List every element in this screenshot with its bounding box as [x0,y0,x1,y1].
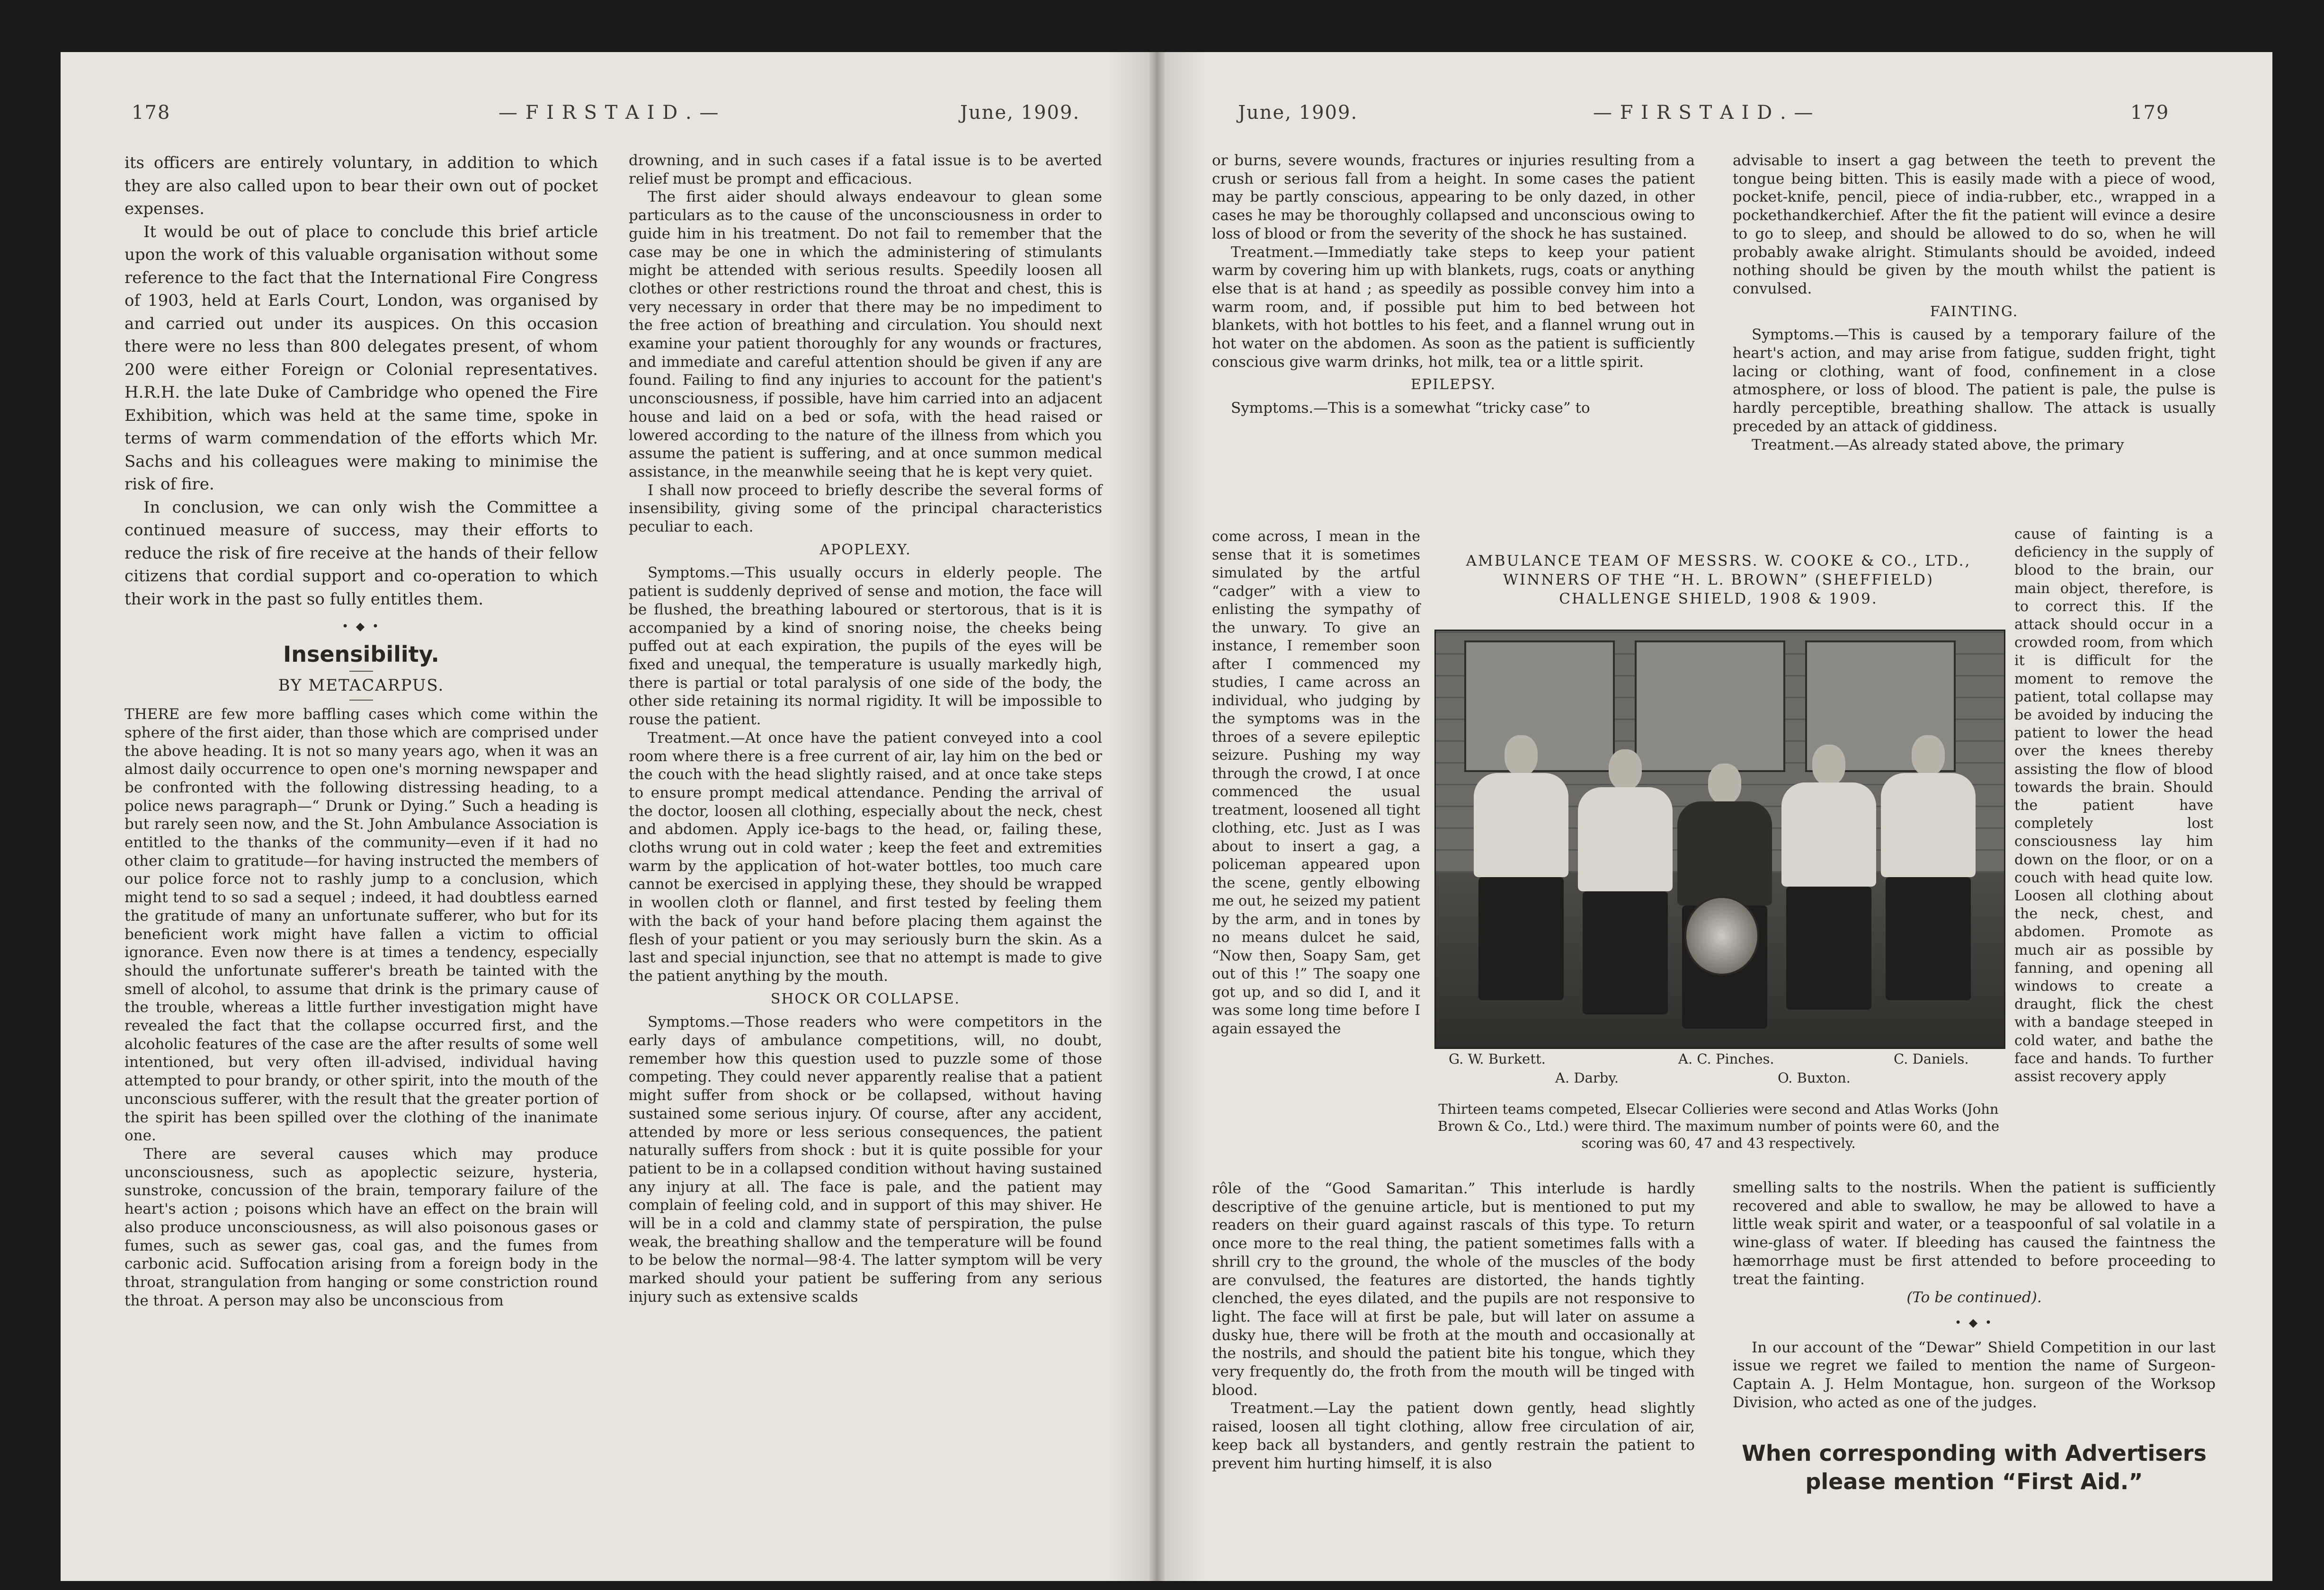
section-divider: • ◆ • [1954,1315,1994,1329]
paragraph: or burns, severe wounds, fractures or injuries resulting from a crush or serious fall from a height. In some cases the patient may be partly conscious, appearing to be only dazed, in other cases he may be thoroughly collapsed and unconscious owing to loss of blood or from the severity of the shock he has sustained. [1212,152,1695,242]
running-title: — F I R S T A I D . — [1593,102,1814,124]
section-divider: • ◆ • [341,620,381,633]
photo-note [1427,1101,2010,1152]
paragraph: come across, I mean in the sense that it is sometimes simulated by the artful “cadger” with a view to enlisting the sympathy of the unwary. To give an instance, I remember soon after I commenced my studies, I came across an individual, who judging by the symptoms was in the throes of a severe epileptic seizure. Pushing my way through the crowd, I at once commenced the usual treatment, loosened all tight clothing, etc. Just as I was about to insert a gag, a policeman appeared upon the scene, gently elbowing me out, he seized my patient by the arm, and in tones by no means dulcet he said, “Now then, Soapy Sam, get out of this !” The soapy one got up, and so did I, and it was some long time before I again essayed the [1212,528,1420,1037]
paragraph: I shall now proceed to briefly describe the several forms of insensibility, giving some of the principal characteristics peculiar to each. [629,481,1102,536]
paragraph: Treatment.—Lay the patient down gently, head slightly raised, loosen all tight clothing, allow free circulation of air, keep back all bystanders, and gently restrain the patient to prevent him hurting himself, it is also [1212,1400,1695,1472]
section-heading-epilepsy: EPILEPSY. [1411,376,1496,393]
paragraph: cause of fainting is a deficiency in the supply of blood to the brain, our main object, therefore, is to correct this. If the attack should occur in a crowded room, from which it is difficult for the moment to remove the patient, total collapse may be avoided by inducing the patient to lower the head over the knees thereby assisting the flow of blood towards the brain. Should the patient have completely lost consciousness lay him down on the floor, or on a couch with head quite low. Loosen all clothing about the neck, chest, and abdomen. Promote as much air as possible by fanning, and opening all windows to create a draught, flick the chest with a bandage steeped in cold water, and bathe the face and hands. To further assist recovery apply [2014,526,2213,1085]
name-label: O. Buxton. [1778,1070,1851,1086]
paragraph: drowning, and in such cases if a fatal issue is to be averted relief must be prompt and efficacious. [629,152,1102,187]
right-column-2-top [1733,151,2216,454]
paragraph: smelling salts to the nostrils. When the patient is sufficiently recovered and able to swallow, he may be allowed to have a little weak spirit and water, or a teaspoonful of sal volatile in a wine-glass of water. If bleeding has caused the faintness the hæmorrhage must be first attended to before proceeding to treat the fainting. [1733,1179,2216,1288]
narrow-column-left [1212,528,1420,1038]
page-number: 179 [2130,102,2170,124]
section-heading-apoplexy: APOPLEXY. [819,541,911,558]
right-column-1-bottom [1212,1180,1695,1473]
paragraph: There are several causes which may produce unconsciousness, such as apoplectic seizure, hysteria, sunstroke, concussion of the brain, temporary failure of the heart's action ; poisons which have an effect on the brain will also produce unconsciousness, as will also poisonous gases or fumes, such as sewer gas, coal gas, and the fumes from carbonic acid. Suffocation arising from a foreign body in the throat, strangulation from hanging or some constriction round the throat. A person may also be unconscious from [125,1145,598,1309]
right-page [1165,52,2272,1581]
page-number: 178 [132,102,171,124]
left-page [61,52,1149,1581]
paragraph: Symptoms.—This usually occurs in elderly people. The patient is suddenly deprived of sense and motion, the face will be flushed, the breathing laboured or stertorous, that is it is accompanied by a kind of snoring noise, the cheeks being puffed out at each expiration, the pupils of the eyes will be fixed and unequal, the temperature is usually markedly high, there is partial or total paralysis of one side of the body, the other side retaining its normal rigidity. It will be impossible to rouse the patient. [629,564,1102,728]
name-label: G. W. Burkett. [1449,1051,1546,1067]
paragraph: advisable to insert a gag between the teeth to prevent the tongue being bitten. This is easily made with a piece of wood, pocket-knife, pencil, piece of india-rubber, etc., wrapped in a pockethandkerchief. After the fit the patient will evince a desire to go to sleep, and should be allowed to do so, when he will probably awake alright. Stimulants should be avoided, indeed nothing should be given by the mouth whilst the patient is convulsed. [1733,152,2216,297]
book-gutter [1149,52,1165,1581]
section-heading-fainting: FAINTING. [1930,303,2019,320]
paragraph: THERE are few more baffling cases which come within the sphere of the first aider, than those which are comprised under the above heading. It is not so many years ago, when it was an almost daily occurrence to open one's morning newspaper and be confronted with the following distressing heading, to a police news paragraph—“ Drunk or Dying.” Such a heading is but rarely seen now, and the St. John Ambulance Association is entitled to the thanks of the community—even if it had no other claim to gratitude—for having instructed the members of our police force not to rashly jump to a conclusion, which might tend to so sad a sequel ; indeed, it had doubtless earned the gratitude of many an unfortunate sufferer, who but for its beneficient work might have fallen a victim to official ignorance. Even now there is at times a tendency, especially should the unfortunate sufferer's breath be tainted with the smell of alcohol, to assume that drink is the primary cause of the trouble, whereas a little further investigation might have revealed the fact that the collapse occurred first, and the alcoholic features of the case are the after results of some well intentioned, but very often ill-advised, individual having attempted to pour brandy, or other spirit, into the mouth of the unconscious sufferer, with the result that the greater portion of the spirit has been spilled over the clothing of the inanimate one. [125,706,598,1145]
notice-line: When corresponding with Advertisers [1742,1440,2207,1466]
paragraph: Symptoms.—Those readers who were competitors in the early days of ambulance competitions, will, no doubt, remember how this question used to puzzle some of those competing. They could never apparently realise that a patient might suffer from shock or be collapsed, without having sustained some serious injury. Of course, after any accident, attended by more or less serious consequences, the patient naturally suffers from shock : but it is quite possible for your patient to be in a collapsed condition without having sustained any injury at all. The face is pale, and the patient may complain of feeling cold, and in support of this may shiver. He will be in a cold and clammy state of perspiration, the pulse weak, the breathing shallow and the temperature will be found to be below the normal—98·4. The latter symptom will be very marked should your patient be suffering from any serious injury such as extensive scalds [629,1013,1102,1306]
right-column-1-top [1212,151,1695,417]
section-heading-shock: SHOCK OR COLLAPSE. [770,990,961,1007]
paragraph: Symptoms.—This is a somewhat “tricky case” to [1231,400,1590,417]
paragraph: rôle of the “Good Samaritan.” This interlude is hardly descriptive of the genuine article, but is mentioned to put my readers on their guard against rascals of this type. To return once more to the real thing, the patient sometimes falls with a shrill cry to the ground, the whole of the muscles of the body are convulsed, the features are distorted, the hands tightly clenched, the eyes dilated, and the pupils are not responsive to light. The face will at first be pale, but will later on assume a dusky hue, there will be froth at the mouth and occasionally at the nostrils, and should the patient bite his tongue, which they very frequently do, the froth from the mouth will be tinged with blood. [1212,1180,1695,1399]
challenge-shield [1684,896,1759,976]
to-be-continued: (To be continued). [1906,1289,2042,1306]
rule [349,671,373,672]
caption-line: WINNERS OF THE “H. L. BROWN” (SHEFFIELD) [1503,571,1934,588]
team-photograph [1434,630,2005,1049]
paragraph: In conclusion, we can only wish the Committee a continued measure of success, may their efforts to reduce the risk of fire receive at the hands of their fellow citizens that cordial support and co-operation to which their work in the past so fully entitles them. [125,497,598,609]
paragraph: its officers are entirely voluntary, in addition to which they are also called upon to bear their own out of pocket expenses. [125,153,598,218]
left-column-1 [125,151,598,1310]
name-label: C. Daniels. [1894,1051,1969,1067]
advertisers-notice [1728,1439,2220,1496]
right-column-2-bottom [1733,1179,2216,1412]
paragraph: The first aider should always endeavour to glean some particulars as to the cause of the unconsciousness in order to guide him in his treatment. Do not fail to remember that the case may be one in which the administering of stimulants might be attended with serious results. Speedily loosen all clothes or other restrictions round the throat and chest, this is very necessary in order that there may be no impediment to the free action of breathing and circulation. You should next examine your patient thoroughly for any wounds or fractures, and immediate and careful attention should be given if any are found. Failing to find any injuries to account for the patient's unconsciousness, if possible, have him carried into an adjacent house and laid on a bed or sofa, with the head raised or lowered according to the nature of the illness from which you assume the patient is suffering, and at once summon medical assistance, in the meanwhile seeing that he is kept very quiet. [629,188,1102,480]
paragraph: In our account of the “Dewar” Shield Competition in our last issue we regret we failed to mention the name of Surgeon-Captain A. J. Helm Montague, hon. surgeon of the Worksop Division, who acted as one of the judges. [1733,1339,2216,1411]
name-label: A. C. Pinches. [1678,1051,1774,1067]
paragraph: Treatment.—As already stated above, the primary [1752,436,2124,453]
name-label: A. Darby. [1555,1070,1619,1086]
running-title: — F I R S T A I D . — [499,102,720,124]
issue-date: June, 1909. [960,102,1080,124]
caption-line: CHALLENGE SHIELD, 1908 & 1909. [1559,590,1878,607]
paragraph: Treatment.—Immediatly take steps to keep your patient warm by covering him up with blankets, rugs, coats or anything else that is at hand ; as speedily as possible convey him into a warm room, and, if possible put him to bed between hot blankets, with hot bottles to his feet, and a flannel wrung out in hot water on the abdomen. As soon as the patient is sufficiently conscious give warm drinks, hot milk, tea or a little spirit. [1212,243,1695,371]
caption-line: AMBULANCE TEAM OF MESSRS. W. COOKE & CO., LTD., [1466,552,1971,569]
notice-line: please mention “First Aid.” [1805,1469,2143,1494]
rule [349,700,373,701]
left-column-2 [629,151,1102,1306]
photo-note-text: Thirteen teams competed, Elsecar Collieries were second and Atlas Works (John Brown & Co., Ltd.) were third. The maximum number of points were 60, and the scoring was 60, 47 and 43 respectively. [1437,1101,2000,1151]
narrow-column-right [2014,525,2213,1086]
paragraph: Treatment.—At once have the patient conveyed into a cool room where there is a free current of air, lay him on the bed or the couch with the head slightly raised, and at once take steps to ensure prompt medical attendance. Pending the arrival of the doctor, loosen all clothing, especially about the neck, chest and abdomen. Apply ice-bags to the head, or, failing these, cloths wrung out in cold water ; keep the feet and extremities warm by the application of hot-water bottles, too much care cannot be exercised in applying these, they should be wrapped in woollen cloth or flannel, and first tested by feeling them with the back of your hand before placing them against the flesh of your patient or you may seriously burn the skin. As a last and special injunction, see that no attempt is made to give the patient anything by the mouth. [629,729,1102,985]
paragraph: Symptoms.—This is caused by a temporary failure of the heart's action, and may arise from fatigue, sudden fright, tight lacing or clothing, want of food, confinement in a close atmosphere, or loss of blood. The patient is pale, the pulse is hardly perceptible, breathing shallow. The attack is usually preceded by an attack of giddiness. [1733,326,2216,435]
article-title: Insensibility. [283,641,439,667]
paragraph: It would be out of place to conclude this brief article upon the work of this valuable organisation without some reference to the fact that the International Fire Congress of 1903, held at Earls Court, London, was organised by and carried out under its auspices. On this occasion there were no less than 800 delegates present, of whom 200 were either Foreign or Colonial representatives. H.R.H. the late Duke of Cambridge who opened the Fire Exhibition, which was held at the same time, spoke in terms of warm commendation of the efforts which Mr. Sachs and his colleagues were making to minimise the risk of fire. [125,222,598,494]
byline: BY METACARPUS. [278,676,445,695]
issue-date: June, 1909. [1238,102,1358,124]
photo-caption-title [1420,551,2017,608]
